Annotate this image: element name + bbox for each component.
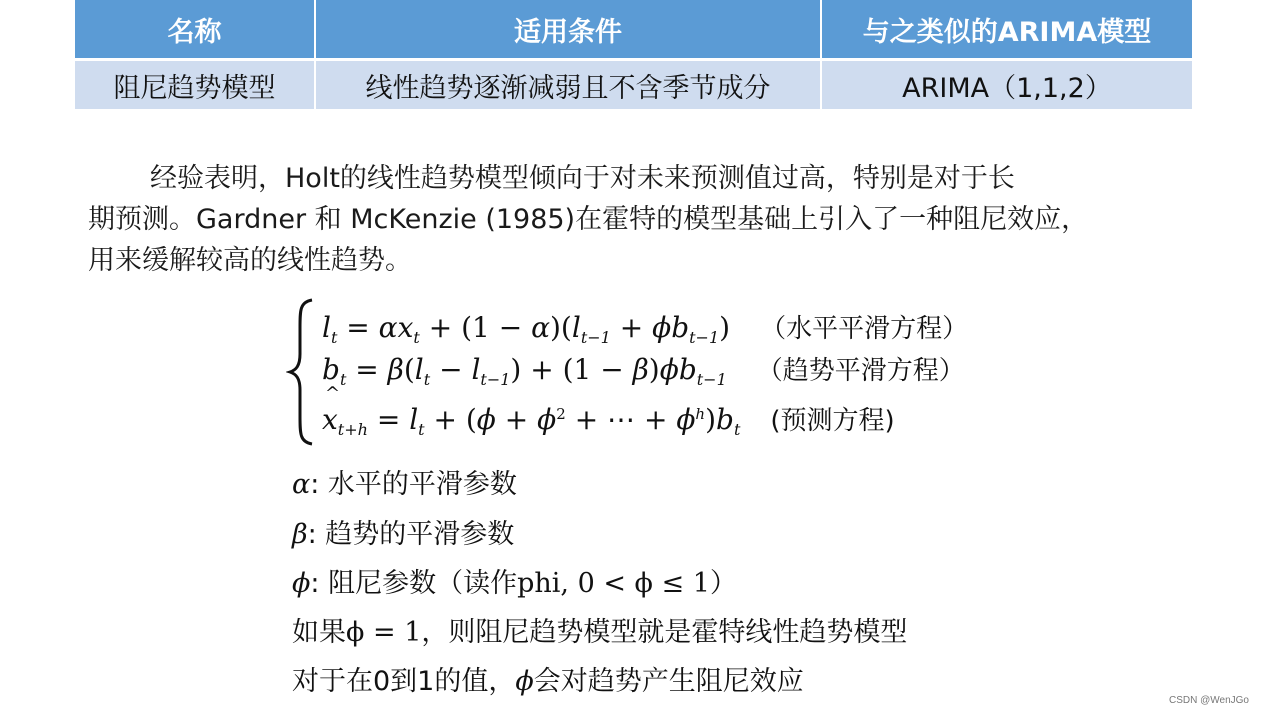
header-name: 名称 <box>75 0 315 60</box>
header-condition: 适用条件 <box>315 0 821 60</box>
forecast-equation-note: (预测方程) <box>770 406 895 436</box>
table-header-row <box>75 0 1192 60</box>
paragraph-line-1: 经验表明，Holt的线性趋势模型倾向于对未来预测值过高，特别是对于长 <box>150 163 1015 194</box>
paragraph-line-2: 期预测。Gardner 和 McKenzie (1985)在霍特的模型基础上引入了一种阻尼效应， <box>88 204 1089 235</box>
level-equation: $l_t = \alpha x_t + (1 - \alpha)(l_{t-1} + \phi b_{t-1})$ （水平平滑方程） <box>322 311 969 347</box>
forecast-equation: ^ $x_{t+h} = l_t + (\phi + \phi^2$ + ⋯ + $\phi^h)b_t$ (预测方程) <box>322 400 895 439</box>
paragraph-line-3: 用来缓解较高的线性趋势。 <box>88 245 412 276</box>
cell-condition: 线性趋势逐渐减弱且不含季节成分 <box>315 60 821 110</box>
comparison-table <box>75 0 1192 109</box>
alpha-definition: α: 水平的平滑参数 <box>292 469 517 500</box>
level-equation-note: （水平平滑方程） <box>760 314 969 344</box>
trend-equation: $b_t = \beta(l_t - l_{t-1}) + (1 - \beta)\phi b_{t-1}$ （趋势平滑方程） <box>322 353 965 389</box>
intro-paragraph <box>88 158 1168 281</box>
cell-arima: ARIMA（1,1,2） <box>821 60 1192 110</box>
phi-equals-one-note: 如果ϕ = 1，则阻尼趋势模型就是霍特线性趋势模型 <box>292 617 908 648</box>
watermark: CSDN @WenJGo <box>1169 695 1249 706</box>
beta-definition: β: 趋势的平滑参数 <box>292 519 515 550</box>
cell-model-name: 阻尼趋势模型 <box>75 60 315 110</box>
trend-equation-note: （趋势平滑方程） <box>756 356 965 386</box>
equation-brace <box>286 298 316 446</box>
table-row <box>75 60 1192 110</box>
header-arima: 与之类似的ARIMA模型 <box>821 0 1192 60</box>
phi-definition: ϕ: 阻尼参数（读作phi, 0 < ϕ ≤ 1） <box>292 568 737 599</box>
damping-effect-note: 对于在0到1的值，ϕ会对趋势产生阻尼效应 <box>292 666 804 697</box>
